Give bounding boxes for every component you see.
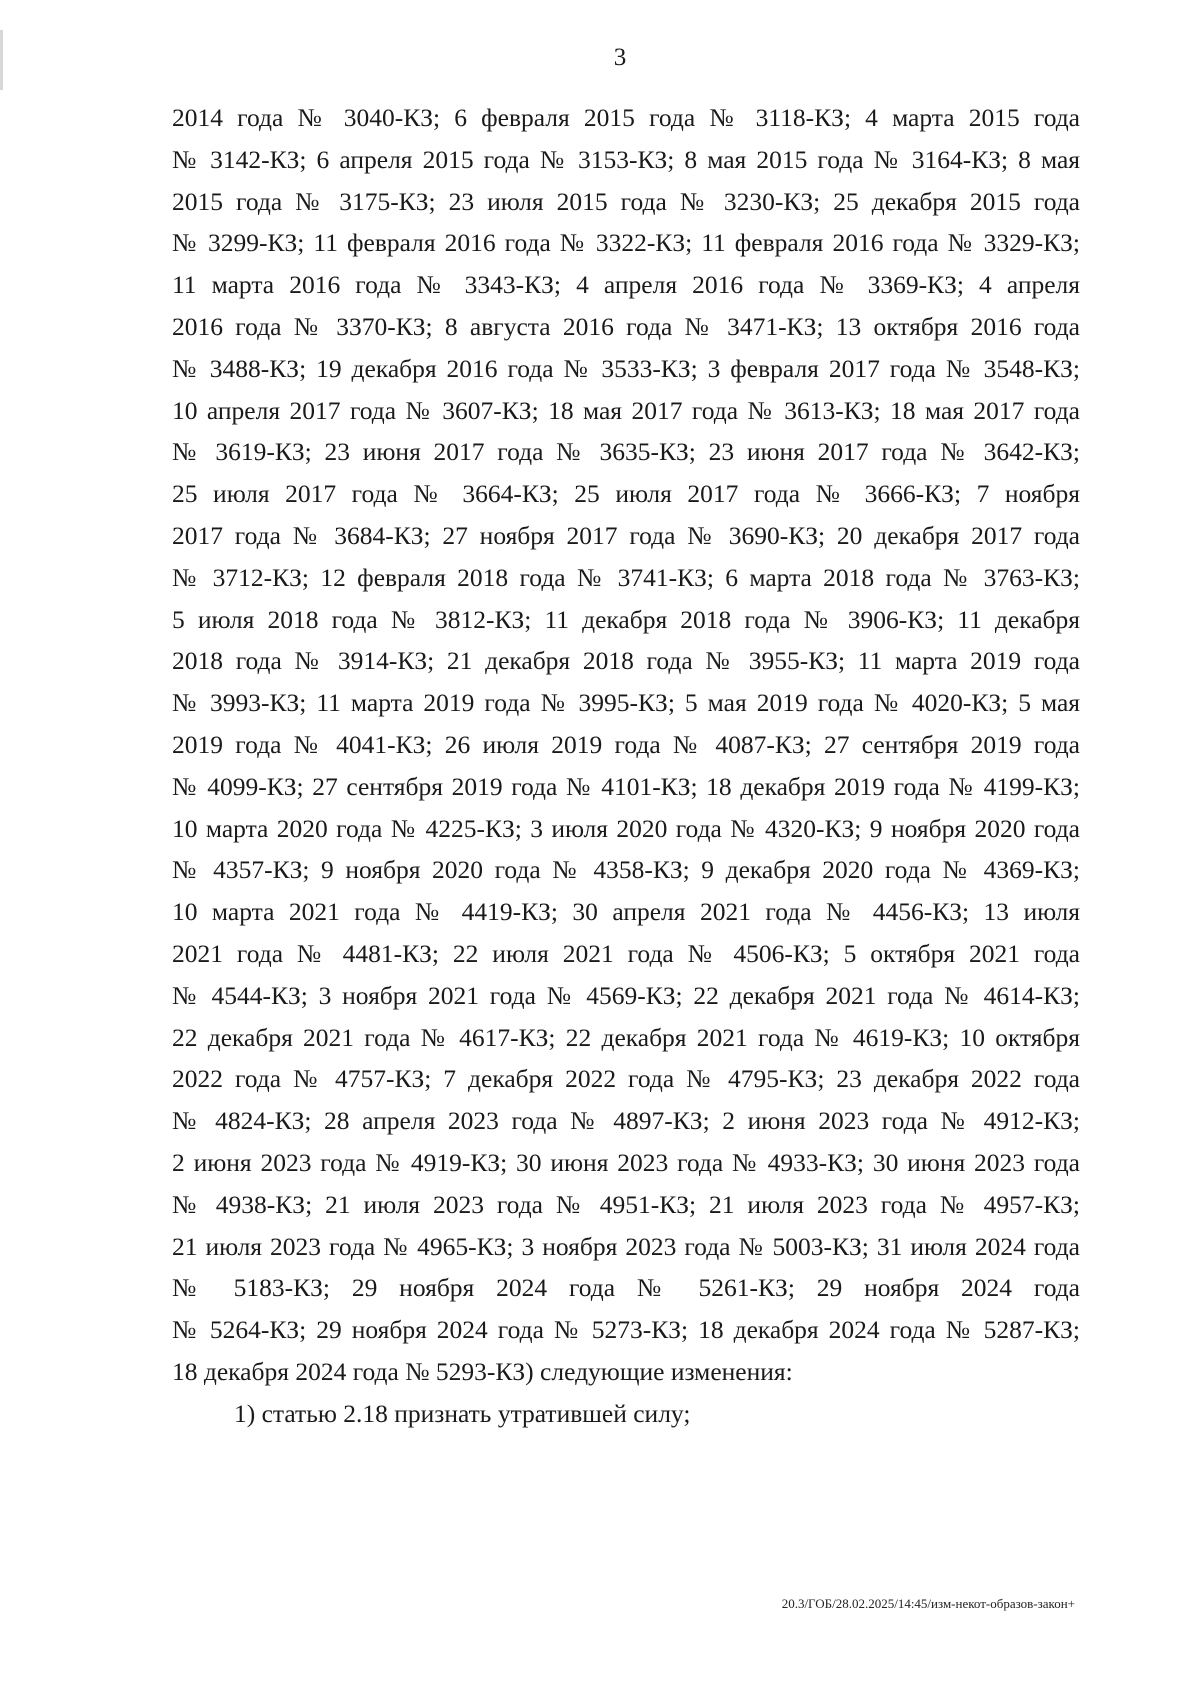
- text-line: № 4938-КЗ; 21 июля 2023 года № 4951-КЗ; 21 июля 2023 года № 4957-КЗ;: [172, 1189, 1080, 1219]
- list-item-1: 1) статью 2.18 признать утратившей силу;: [234, 1398, 691, 1428]
- text-line: 21 июля 2023 года № 4965-КЗ; 3 ноября 2023 года № 5003-КЗ; 31 июля 2024 года: [172, 1231, 1080, 1261]
- text-line: № 3993-КЗ; 11 марта 2019 года № 3995-КЗ; 5 мая 2019 года № 4020-КЗ; 5 мая: [172, 688, 1080, 718]
- text-line: 10 марта 2020 года № 4225-КЗ; 3 июля 2020 года № 4320-КЗ; 9 ноября 2020 года: [172, 813, 1080, 843]
- text-line: 2015 года № 3175-КЗ; 23 июля 2015 года № 3230-КЗ; 25 декабря 2015 года: [172, 186, 1080, 216]
- page-number: 3: [613, 44, 627, 71]
- text-line: № 3299-КЗ; 11 февраля 2016 года № 3322-КЗ; 11 февраля 2016 года № 3329-КЗ;: [172, 228, 1080, 258]
- text-line: 2016 года № 3370-КЗ; 8 августа 2016 года № 3471-КЗ; 13 октября 2016 года: [172, 311, 1080, 341]
- document-footer-code: 20.3/ГОБ/28.02.2025/14:45/изм-некот-образов-закон+: [781, 1596, 1075, 1611]
- text-line: № 4544-КЗ; 3 ноября 2021 года № 4569-КЗ; 22 декабря 2021 года № 4614-КЗ;: [172, 980, 1080, 1010]
- text-line: 5 июля 2018 года № 3812-КЗ; 11 декабря 2018 года № 3906-КЗ; 11 декабря: [172, 604, 1080, 634]
- text-line: № 4099-КЗ; 27 сентября 2019 года № 4101-КЗ; 18 декабря 2019 года № 4199-КЗ;: [172, 771, 1080, 801]
- text-line: 2021 года № 4481-КЗ; 22 июля 2021 года № 4506-КЗ; 5 октября 2021 года: [172, 938, 1080, 968]
- text-line: 10 апреля 2017 года № 3607-КЗ; 18 мая 2017 года № 3613-КЗ; 18 мая 2017 года: [172, 395, 1080, 425]
- text-line: № 5183-КЗ; 29 ноября 2024 года № 5261-КЗ; 29 ноября 2024 года: [172, 1273, 1080, 1303]
- law-amendments-list: [172, 97, 1080, 1393]
- text-line: 2022 года № 4757-КЗ; 7 декабря 2022 года № 4795-КЗ; 23 декабря 2022 года: [172, 1064, 1080, 1094]
- text-line: 10 марта 2021 года № 4419-КЗ; 30 апреля 2021 года № 4456-КЗ; 13 июля: [172, 897, 1080, 927]
- text-line: 2018 года № 3914-КЗ; 21 декабря 2018 года № 3955-КЗ; 11 марта 2019 года: [172, 646, 1080, 676]
- text-line: 2014 года № 3040-КЗ; 6 февраля 2015 года № 3118-КЗ; 4 марта 2015 года: [172, 103, 1080, 132]
- text-line: № 5264-КЗ; 29 ноября 2024 года № 5273-КЗ; 18 декабря 2024 года № 5287-КЗ;: [172, 1315, 1080, 1345]
- text-line: 22 декабря 2021 года № 4617-КЗ; 22 декабря 2021 года № 4619-КЗ; 10 октября: [172, 1022, 1080, 1052]
- text-line: № 3142-КЗ; 6 апреля 2015 года № 3153-КЗ; 8 мая 2015 года № 3164-КЗ; 8 мая: [172, 144, 1080, 174]
- text-line: № 3712-КЗ; 12 февраля 2018 года № 3741-КЗ; 6 марта 2018 года № 3763-КЗ;: [172, 562, 1080, 592]
- text-line: № 4357-КЗ; 9 ноября 2020 года № 4358-КЗ; 9 декабря 2020 года № 4369-КЗ;: [172, 855, 1080, 885]
- document-body: [172, 97, 1080, 1435]
- text-line: 2 июня 2023 года № 4919-КЗ; 30 июня 2023 года № 4933-КЗ; 30 июня 2023 года: [172, 1147, 1080, 1177]
- text-line: 25 июля 2017 года № 3664-КЗ; 25 июля 2017 года № 3666-КЗ; 7 ноября: [172, 479, 1080, 509]
- text-line: 2019 года № 4041-КЗ; 26 июля 2019 года № 4087-КЗ; 27 сентября 2019 года: [172, 729, 1080, 759]
- text-line: № 4824-КЗ; 28 апреля 2023 года № 4897-КЗ; 2 июня 2023 года № 4912-КЗ;: [172, 1106, 1080, 1136]
- text-line: 11 марта 2016 года № 3343-КЗ; 4 апреля 2016 года № 3369-КЗ; 4 апреля: [172, 270, 1080, 300]
- text-line: № 3488-КЗ; 19 декабря 2016 года № 3533-КЗ; 3 февраля 2017 года № 3548-КЗ;: [172, 353, 1080, 383]
- text-line: 18 декабря 2024 года № 5293-КЗ) следующие изменения:: [172, 1356, 793, 1386]
- text-line: 2017 года № 3684-КЗ; 27 ноября 2017 года № 3690-КЗ; 20 декабря 2017 года: [172, 520, 1080, 550]
- text-line: № 3619-КЗ; 23 июня 2017 года № 3635-КЗ; 23 июня 2017 года № 3642-КЗ;: [172, 437, 1080, 467]
